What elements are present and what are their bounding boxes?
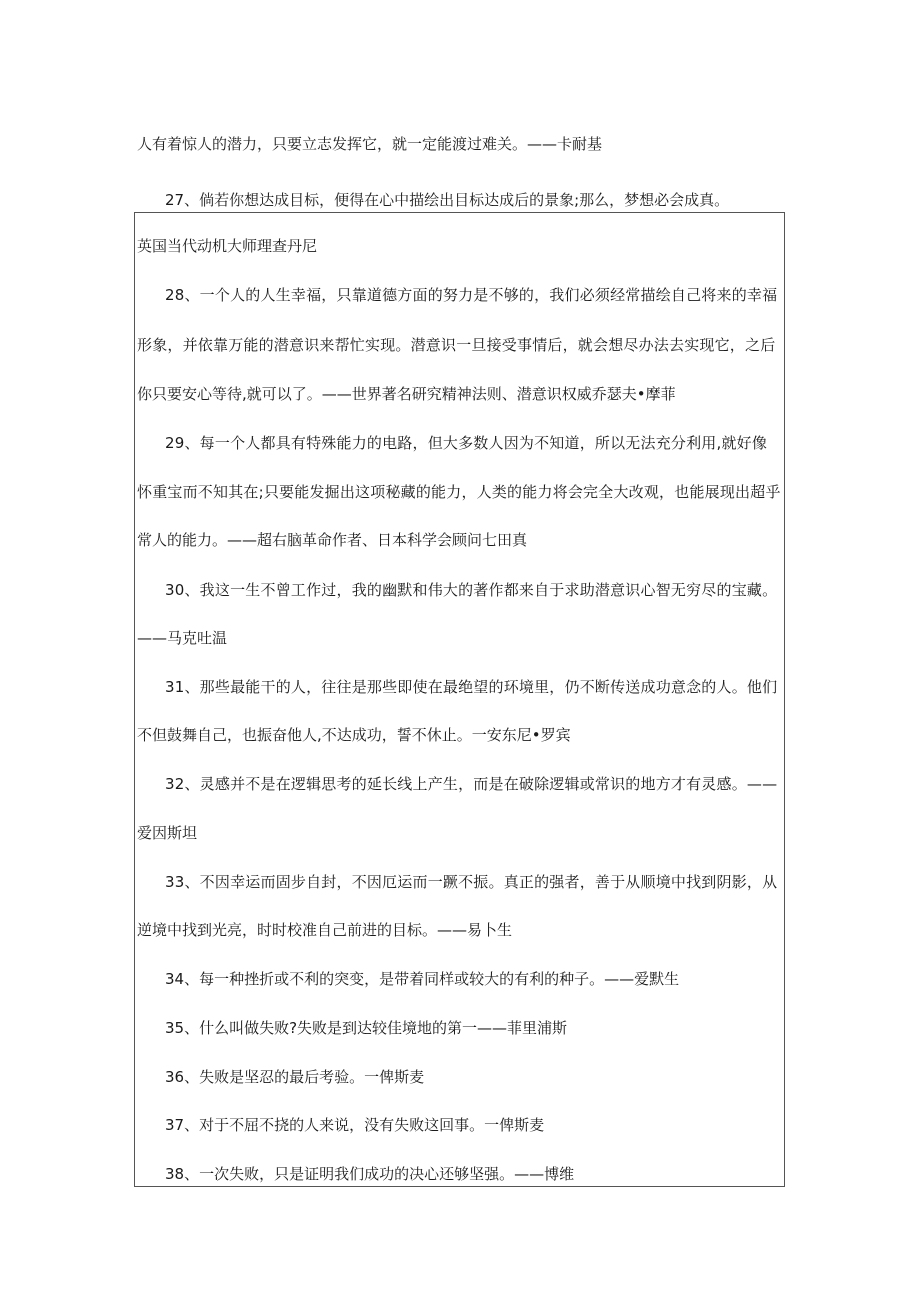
text-line: 形象，并依靠万能的潜意识来帮忙实现。潜意识一旦接受事情后，就会想尽办法去实现它，之后 xyxy=(137,336,776,354)
text-line: 人有着惊人的潜力，只要立志发挥它，就一定能渡过难关。——卡耐基 xyxy=(137,135,603,153)
text-line: 27、倘若你想达成目标，便得在心中描绘出目标达成后的景象;那么，梦想必会成真。 xyxy=(165,191,730,209)
text-line: ——马克吐温 xyxy=(137,629,228,647)
text-line: 29、每一个人都具有特殊能力的电路，但大多数人因为不知道，所以无法充分利用,就好像 xyxy=(165,434,768,452)
text-line: 38、一次失败，只是证明我们成功的决心还够坚强。——博维 xyxy=(165,1165,575,1183)
text-line: 33、不因幸运而固步自封，不因厄运而一蹶不振。真正的强者，善于从顺境中找到阴影，从 xyxy=(165,873,778,891)
text-line: 34、每一种挫折或不利的突变，是带着同样或较大的有利的种子。——爱默生 xyxy=(165,970,680,988)
text-line: 32、灵感并不是在逻辑思考的延长线上产生，而是在破除逻辑或常识的地方才有灵感。—— xyxy=(165,775,778,793)
text-line: 怀重宝而不知其在;只要能发掘出这项秘藏的能力，人类的能力将会完全大改观，也能展现出超乎 xyxy=(137,483,781,501)
text-line: 逆境中找到光亮，时时校准自己前进的目标。——易卜生 xyxy=(137,921,513,939)
text-line: 不但鼓舞自己，也振奋他人,不达成功，誓不休止。一安东尼•罗宾 xyxy=(137,726,571,744)
text-line: 你只要安心等待,就可以了。——世界著名研究精神法则、潜意识权威乔瑟夫•摩菲 xyxy=(137,385,676,403)
text-line: 常人的能力。——超右脑革命作者、日本科学会顾问七田真 xyxy=(137,531,528,549)
content-frame xyxy=(134,212,785,1187)
text-line: 35、什么叫做失败?失败是到达较佳境地的第一——菲里浦斯 xyxy=(165,1019,568,1037)
text-line: 36、失败是坚忍的最后考验。一俾斯麦 xyxy=(165,1068,425,1086)
text-line: 30、我这一生不曾工作过，我的幽默和伟大的著作都来自于求助潜意识心智无穷尽的宝藏。 xyxy=(165,581,778,599)
text-line: 爱因斯坦 xyxy=(137,824,198,842)
text-line: 英国当代动机大师理查丹尼 xyxy=(137,237,318,255)
text-line: 28、一个人的人生幸福，只靠道德方面的努力是不够的，我们必须经常描绘自己将来的幸福 xyxy=(165,286,778,304)
text-line: 31、那些最能干的人，往往是那些即使在最绝望的环境里，仍不断传送成功意念的人。他们 xyxy=(165,678,778,696)
text-line: 37、对于不屈不挠的人来说，没有失败这回事。一俾斯麦 xyxy=(165,1116,545,1134)
